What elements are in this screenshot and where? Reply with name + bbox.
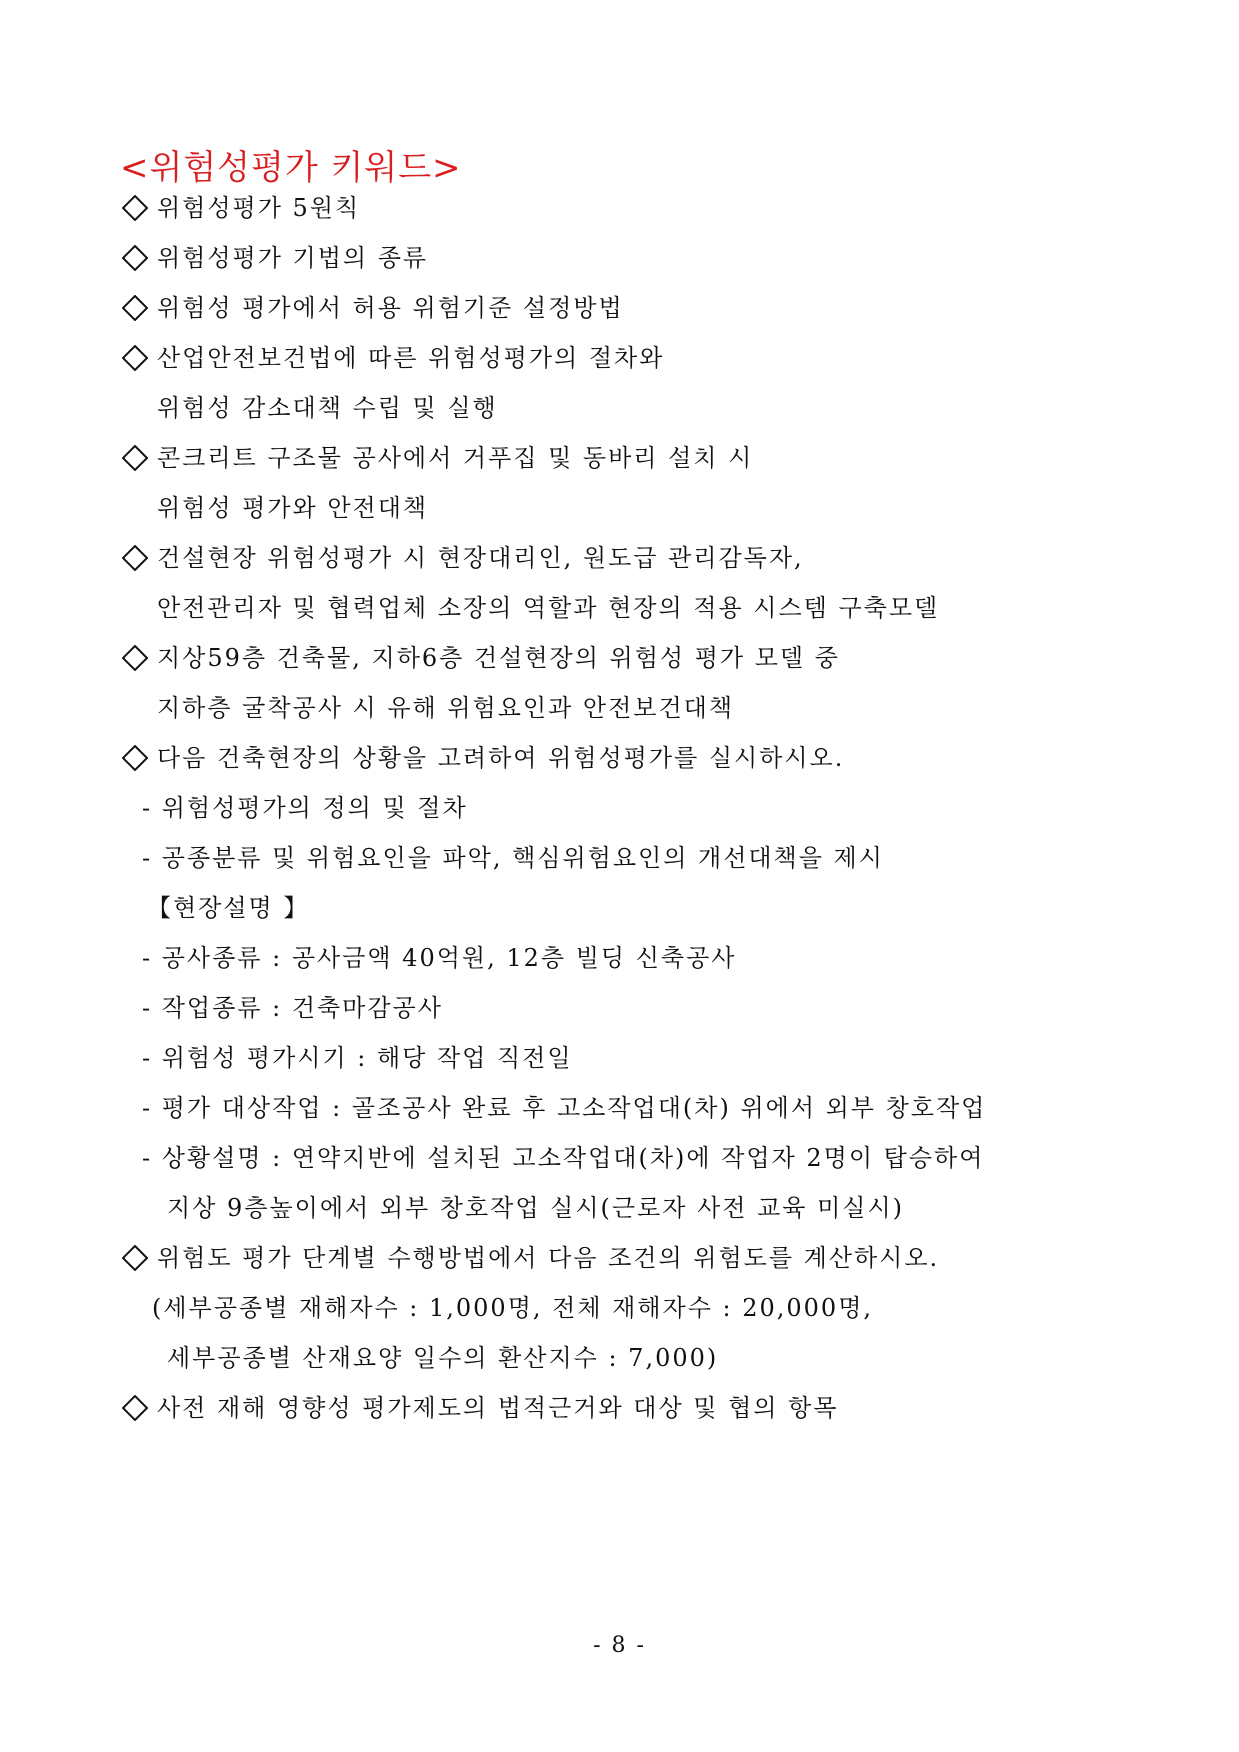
list-item: 위험성평가 5원칙: [157, 194, 361, 222]
diamond-outline-icon: [122, 542, 148, 574]
list-item: 건설현장 위험성평가 시 현장대리인, 원도급 관리감독자,: [157, 544, 804, 572]
list-item-continuation: 지하층 굴착공사 시 유해 위험요인과 안전보건대책: [157, 694, 735, 722]
list-item-continuation: 세부공종별 산재요양 일수의 환산지수 : 7,000): [167, 1344, 719, 1372]
sub-item-continuation: 지상 9층높이에서 외부 창호작업 실시(근로자 사전 교육 미실시): [167, 1194, 904, 1222]
list-item: 위험도 평가 단계별 수행방법에서 다음 조건의 위험도를 계산하시오.: [157, 1244, 940, 1272]
list-item: 지상59층 건축물, 지하6층 건설현장의 위험성 평가 모델 중: [157, 644, 840, 672]
sub-item: - 공종분류 및 위험요인을 파악, 핵심위험요인의 개선대책을 제시: [142, 844, 884, 872]
list-item: 위험성 평가에서 허용 위험기준 설정방법: [157, 294, 624, 322]
list-item: 위험성평가 기법의 종류: [157, 244, 429, 272]
section-label: 【현장설명 】: [147, 894, 310, 922]
list-item-continuation: 안전관리자 및 협력업체 소장의 역할과 현장의 적용 시스템 구축모델: [157, 594, 940, 622]
diamond-outline-icon: [122, 192, 148, 224]
sub-item: - 공사종류 : 공사금액 40억원, 12층 빌딩 신축공사: [142, 944, 737, 972]
sub-item: - 상황설명 : 연약지반에 설치된 고소작업대(차)에 작업자 2명이 탑승하여: [142, 1144, 985, 1172]
diamond-outline-icon: [122, 1242, 148, 1274]
list-item: 콘크리트 구조물 공사에서 거푸집 및 동바리 설치 시: [157, 444, 754, 472]
list-item: 사전 재해 영향성 평가제도의 법적근거와 대상 및 협의 항목: [157, 1394, 839, 1422]
list-item-continuation: 위험성 평가와 안전대책: [157, 494, 429, 522]
list-item-continuation: (세부공종별 재해자수 : 1,000명, 전체 재해자수 : 20,000명,: [152, 1294, 874, 1322]
list-item: 다음 건축현장의 상황을 고려하여 위험성평가를 실시하시오.: [157, 744, 845, 772]
diamond-outline-icon: [122, 1392, 148, 1424]
sub-item: - 위험성평가의 정의 및 절차: [142, 794, 468, 822]
list-item-continuation: 위험성 감소대책 수립 및 실행: [157, 394, 498, 422]
diamond-outline-icon: [122, 292, 148, 324]
diamond-outline-icon: [122, 642, 148, 674]
list-item: 산업안전보건법에 따른 위험성평가의 절차와: [157, 344, 665, 372]
diamond-outline-icon: [122, 242, 148, 274]
diamond-outline-icon: [122, 742, 148, 774]
page-title: <위험성평가 키워드>: [120, 148, 462, 188]
diamond-outline-icon: [122, 442, 148, 474]
page-number: - 8 -: [593, 1633, 646, 1658]
sub-item: - 위험성 평가시기 : 해당 작업 직전일: [142, 1044, 573, 1072]
sub-item: - 평가 대상작업 : 골조공사 완료 후 고소작업대(차) 위에서 외부 창호작업: [142, 1094, 987, 1122]
diamond-outline-icon: [122, 342, 148, 374]
sub-item: - 작업종류 : 건축마감공사: [142, 994, 443, 1022]
